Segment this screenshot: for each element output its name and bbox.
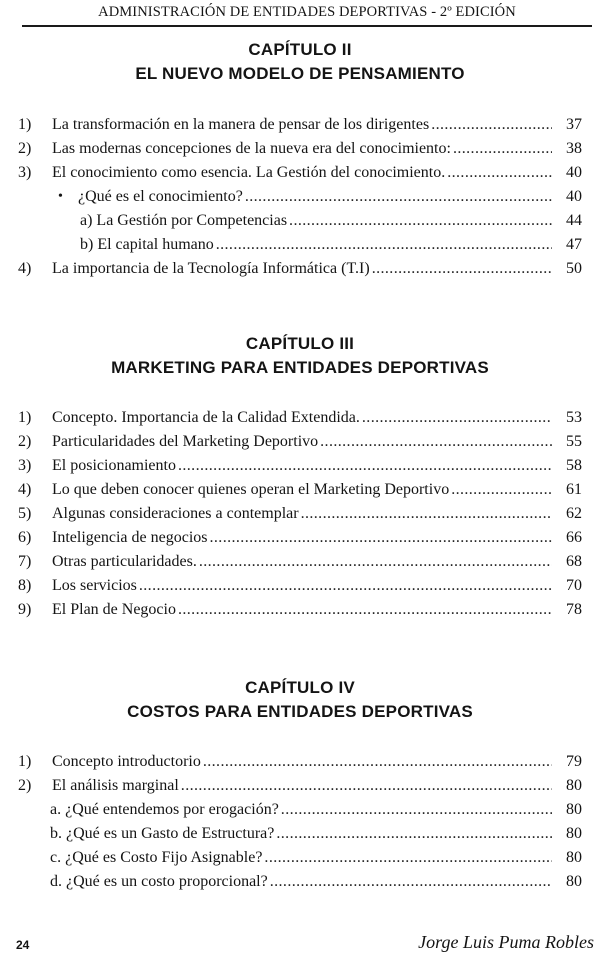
toc-entry[interactable] (0, 550, 600, 574)
dot-leader (216, 233, 552, 257)
toc-entry[interactable] (0, 233, 600, 257)
author-name: Jorge Luis Puma Robles (418, 932, 594, 952)
toc-entry[interactable] (0, 598, 600, 622)
entry-title: d. ¿Qué es un costo proporcional? (50, 873, 268, 890)
running-header: ADMINISTRACIÓN DE ENTIDADES DEPORTIVAS - 2º EDICIÓN (22, 4, 592, 27)
entry-number: 1) (18, 409, 32, 426)
entry-number: 6) (18, 529, 32, 546)
entry-title: Lo que deben conocer quienes operan el Marketing Deportivo (52, 481, 450, 498)
entry-title: b. ¿Qué es un Gasto de Estructura? (50, 825, 275, 842)
chapter-heading-3 (0, 332, 600, 380)
toc-chapter-3 (0, 406, 600, 622)
entry-title: Las modernas concepciones de la nueva era del conocimiento: (52, 140, 451, 157)
toc-entry[interactable] (0, 209, 600, 233)
entry-number: 2) (18, 433, 32, 450)
entry-page: 61 (566, 481, 582, 498)
entry-title: Concepto introductorio (52, 753, 201, 770)
toc-entry[interactable] (0, 574, 600, 598)
chapter-heading-4 (0, 676, 600, 724)
chapter-title: COSTOS PARA ENTIDADES DEPORTIVAS (127, 702, 473, 721)
bullet-icon: • (58, 189, 63, 204)
toc-entry[interactable] (0, 113, 600, 137)
entry-title: a) La Gestión por Competencias (80, 212, 288, 229)
dot-leader (270, 870, 552, 894)
entry-page: 80 (566, 825, 582, 842)
dot-leader (281, 798, 552, 822)
dot-leader (199, 550, 552, 574)
dot-leader (451, 478, 552, 502)
toc-entry[interactable] (0, 185, 600, 209)
entry-title: Otras particularidades. (52, 553, 197, 570)
dot-leader (178, 598, 552, 622)
toc-entry[interactable] (0, 526, 600, 550)
entry-number: 3) (18, 164, 32, 181)
toc-entry[interactable] (0, 430, 600, 454)
dot-leader (362, 406, 552, 430)
toc-entry[interactable] (0, 846, 600, 870)
entry-title: La transformación en la manera de pensar de los dirigentes (52, 116, 430, 133)
entry-title: Los servicios (52, 577, 137, 594)
entry-title: El Plan de Negocio (52, 601, 176, 618)
dot-leader (372, 257, 552, 281)
dot-leader (210, 526, 553, 550)
dot-leader (447, 161, 552, 185)
dot-leader (181, 774, 552, 798)
dot-leader (178, 454, 552, 478)
entry-title: La importancia de la Tecnología Informática (T.I) (52, 260, 370, 277)
dot-leader (139, 574, 552, 598)
entry-page: 58 (566, 457, 582, 474)
entry-number: 9) (18, 601, 32, 618)
toc-entry[interactable] (0, 161, 600, 185)
entry-number: 7) (18, 553, 32, 570)
entry-page: 62 (566, 505, 582, 522)
entry-page: 40 (566, 164, 582, 181)
entry-title: a. ¿Qué entendemos por erogación? (50, 801, 279, 818)
entry-title: Particularidades del Marketing Deportivo (52, 433, 319, 450)
entry-title: ¿Qué es el conocimiento? (78, 188, 243, 205)
toc-entry[interactable] (0, 406, 600, 430)
entry-page: 80 (566, 849, 582, 866)
entry-number: 3) (18, 457, 32, 474)
dot-leader (264, 846, 552, 870)
dot-leader (301, 502, 552, 526)
toc-entry[interactable] (0, 478, 600, 502)
entry-page: 79 (566, 753, 582, 770)
dot-leader (276, 822, 552, 846)
entry-page: 53 (566, 409, 582, 426)
entry-title: Algunas consideraciones a contemplar (52, 505, 299, 522)
dot-leader (289, 209, 552, 233)
toc-entry[interactable] (0, 454, 600, 478)
entry-page: 78 (566, 601, 582, 618)
entry-number: 1) (18, 116, 32, 133)
entry-title: b) El capital humano (80, 236, 214, 253)
entry-title: Concepto. Importancia de la Calidad Extendida. (52, 409, 360, 426)
entry-number: 8) (18, 577, 32, 594)
entry-page: 80 (566, 801, 582, 818)
entry-title: Inteligencia de negocios (52, 529, 208, 546)
entry-number: 4) (18, 481, 32, 498)
entry-page: 47 (566, 236, 582, 253)
chapter-heading-2 (0, 38, 600, 86)
dot-leader (320, 430, 552, 454)
entry-number: 5) (18, 505, 32, 522)
toc-entry[interactable] (0, 774, 600, 798)
toc-chapter-4 (0, 750, 600, 894)
entry-title: El posicionamiento (52, 457, 176, 474)
entry-title: El análisis marginal (52, 777, 179, 794)
toc-entry[interactable] (0, 257, 600, 281)
entry-page: 68 (566, 553, 582, 570)
toc-entry[interactable] (0, 870, 600, 894)
entry-page: 55 (566, 433, 582, 450)
page-number: 24 (16, 938, 30, 952)
entry-number: 2) (18, 140, 32, 157)
dot-leader (203, 750, 552, 774)
dot-leader (245, 185, 552, 209)
entry-page: 38 (566, 140, 582, 157)
entry-page: 80 (566, 777, 582, 794)
toc-entry[interactable] (0, 822, 600, 846)
entry-page: 37 (566, 116, 582, 133)
toc-entry[interactable] (0, 798, 600, 822)
entry-title: El conocimiento como esencia. La Gestión del conocimiento. (52, 164, 446, 181)
entry-page: 50 (566, 260, 582, 277)
entry-number: 2) (18, 777, 32, 794)
toc-chapter-2 (0, 113, 600, 281)
chapter-label: CAPÍTULO IV (245, 678, 355, 697)
chapter-label: CAPÍTULO II (248, 40, 352, 59)
entry-number: 4) (18, 260, 32, 277)
entry-page: 40 (566, 188, 582, 205)
chapter-title: MARKETING PARA ENTIDADES DEPORTIVAS (111, 358, 489, 377)
entry-page: 80 (566, 873, 582, 890)
dot-leader (431, 113, 552, 137)
toc-entry[interactable] (0, 750, 600, 774)
toc-entry[interactable] (0, 502, 600, 526)
dot-leader (453, 137, 552, 161)
entry-page: 66 (566, 529, 582, 546)
toc-entry[interactable] (0, 137, 600, 161)
entry-number: 1) (18, 753, 32, 770)
chapter-label: CAPÍTULO III (245, 334, 355, 353)
chapter-title: EL NUEVO MODELO DE PENSAMIENTO (135, 64, 465, 83)
entry-page: 44 (566, 212, 582, 229)
entry-title: c. ¿Qué es Costo Fijo Asignable? (50, 849, 263, 866)
entry-page: 70 (566, 577, 582, 594)
